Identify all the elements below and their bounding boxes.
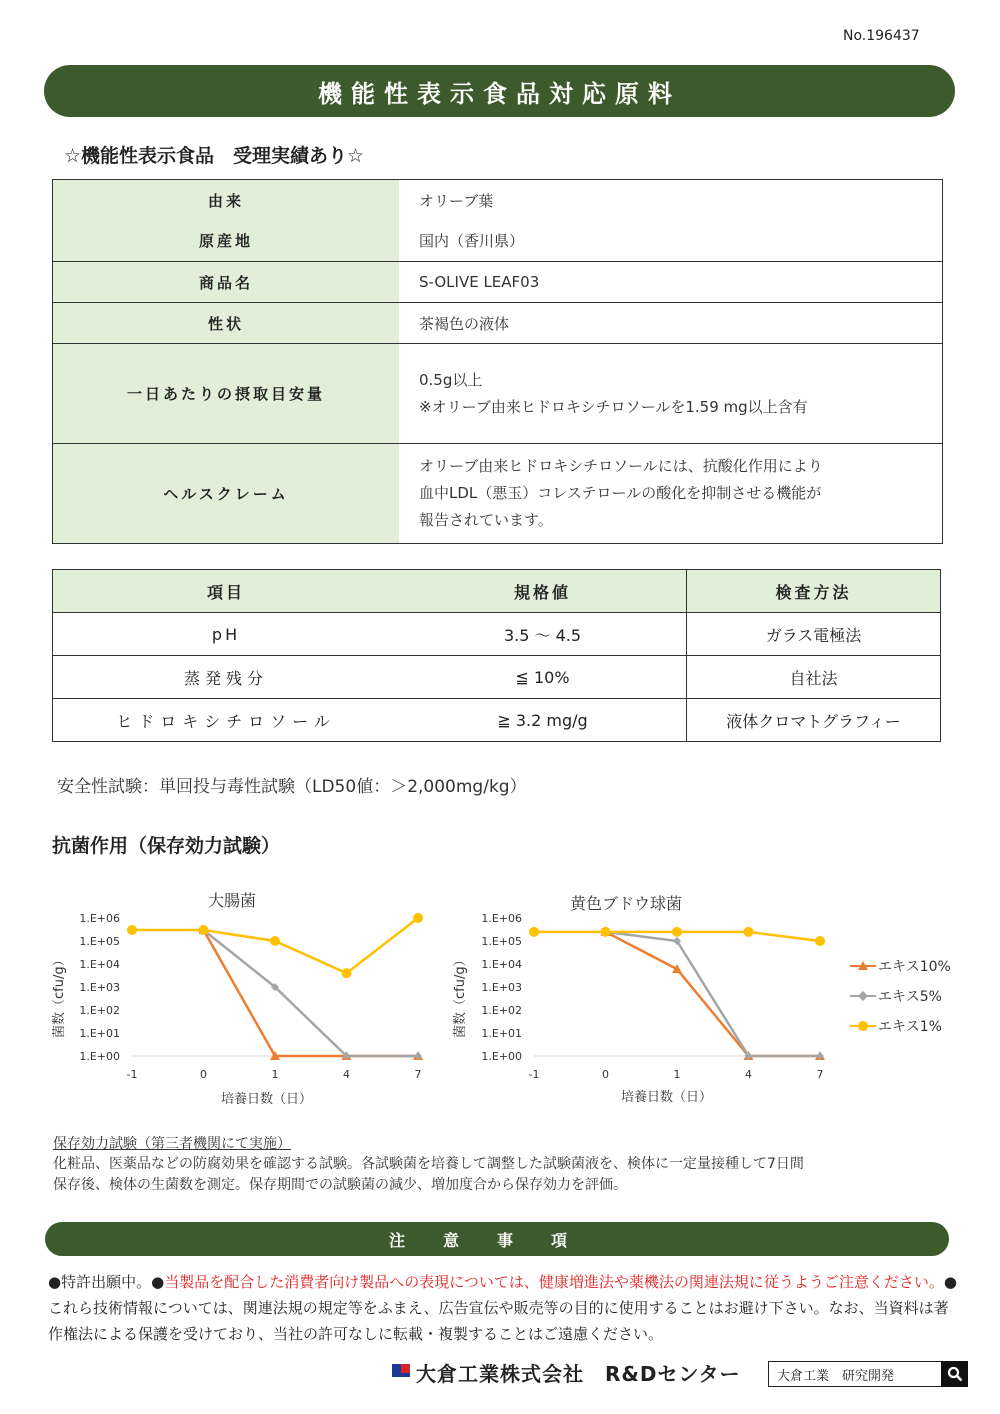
x-tick-label: -1 — [528, 1068, 540, 1081]
place-label: 原産地 — [53, 221, 400, 262]
caution-banner: 注意事項 — [45, 1222, 949, 1256]
search-text: 大倉工業 研究開発 — [777, 1368, 895, 1384]
y-tick-label: 1.E+01 — [481, 1027, 522, 1040]
standards-cell: ガラス電極法 — [687, 613, 941, 656]
x-tick-label: 4 — [745, 1068, 752, 1081]
notice-part2-red: 当製品を配合した消費者向け製品への表現については、健康増進法や薬機法の関連法規に従うようご注意ください。 — [164, 1273, 944, 1291]
x-tick-label: 7 — [414, 1068, 422, 1081]
data-point — [199, 925, 209, 935]
standards-cell: 蒸発残分 — [53, 656, 400, 699]
series-line — [606, 932, 821, 1056]
diamond-marker-icon — [850, 990, 876, 1002]
legend-label: エキス1% — [878, 1019, 942, 1035]
y-tick-label: 1.E+05 — [481, 935, 522, 948]
chart1-ylabel: 菌数（cfu/g） — [52, 953, 67, 1038]
y-tick-label: 1.E+04 — [79, 958, 120, 971]
y-tick-label: 1.E+03 — [79, 981, 120, 994]
data-point — [601, 927, 611, 937]
section-title: 抗菌作用（保存効力試験） — [52, 835, 281, 857]
y-tick-label: 1.E+00 — [481, 1050, 522, 1063]
intake-label: 一日あたりの摂取目安量 — [53, 344, 400, 444]
data-point — [529, 927, 539, 937]
x-tick-label: -1 — [126, 1068, 138, 1081]
standards-cell: 自社法 — [687, 656, 941, 699]
standards-header-method: 検査方法 — [687, 570, 941, 613]
notice-text — [48, 1269, 958, 1347]
chart2-xlabel: 培養日数（日） — [621, 1090, 713, 1105]
standards-table — [52, 569, 941, 742]
note-body-line2: 保存後、検体の生菌数を測定。保存期間での試験菌の減少、増加度合から保存効力を評価。 — [53, 1177, 627, 1193]
legend-label: エキス10% — [878, 959, 951, 975]
standards-cell: 液体クロマトグラフィー — [687, 699, 941, 742]
chart1-plot — [70, 905, 440, 1085]
data-point — [672, 927, 682, 937]
chart1-title: 大腸菌 — [208, 891, 257, 910]
standards-cell: pH — [53, 613, 400, 656]
search-input[interactable] — [768, 1361, 968, 1387]
y-tick-label: 1.E+05 — [79, 935, 120, 948]
intake-value — [399, 344, 943, 444]
note-body — [53, 1154, 953, 1196]
triangle-marker-icon — [850, 960, 876, 972]
chart2-title: 黄色ブドウ球菌 — [570, 894, 683, 913]
standards-cell: ≦ 10% — [399, 656, 687, 699]
series-line — [606, 932, 821, 1056]
footer-company — [392, 1358, 741, 1387]
claim-value-line1: オリーブ由来ヒドロキシチロソールには、抗酸化作用により — [419, 457, 823, 475]
y-tick-label: 1.E+01 — [79, 1027, 120, 1040]
document-number: No.196437 — [843, 28, 920, 44]
series-line — [204, 930, 419, 1056]
claim-value-line3: 報告されています。 — [419, 511, 553, 529]
x-tick-label: 1 — [673, 1068, 681, 1081]
y-tick-label: 1.E+06 — [79, 912, 120, 925]
product-label: 商品名 — [53, 262, 400, 303]
data-point — [127, 925, 137, 935]
product-value: S-OLIVE LEAF03 — [399, 262, 943, 303]
claim-label: ヘルスクレーム — [53, 444, 400, 544]
standards-cell: ヒドロキシチロソール — [53, 699, 400, 742]
standards-header-spec: 規格値 — [399, 570, 687, 613]
claim-value-line2: 血中LDL（悪玉）コレステロールの酸化を抑制させる機能が — [419, 484, 822, 502]
claim-value — [399, 444, 943, 544]
series-line — [204, 930, 419, 1056]
notice-part3: ●これら技術情報については、関連法規の規定等をふまえ、広告宣伝や販売等の目的に使用することはお避け下さい。なお、当資料は著作権法による保護を受けており、当社の許可なしに転載・複製することはご遠慮ください。 — [48, 1273, 957, 1343]
company-name: 大倉工業株式会社 R&Dセンター — [416, 1362, 741, 1386]
subtitle: ☆機能性表示食品 受理実績あり☆ — [64, 145, 365, 167]
company-logo-icon — [392, 1364, 410, 1382]
chart2-plot — [472, 905, 842, 1085]
title-banner: 機能性表示食品対応原料 — [44, 65, 955, 117]
data-point — [413, 913, 423, 923]
legend-item-1 — [850, 1011, 951, 1041]
note-body-line1: 化粧品、医薬品などの防腐効果を確認する試験。各試験菌を培養して調整した試験菌液を、検体に一定量接種して7日間 — [53, 1156, 804, 1172]
standards-cell: 3.5 ～ 4.5 — [399, 613, 687, 656]
x-tick-label: 7 — [816, 1068, 824, 1081]
y-tick-label: 1.E+02 — [481, 1004, 522, 1017]
data-point — [342, 968, 352, 978]
intake-value-line2: ※オリーブ由来ヒドロキシチロソールを1.59 mg以上含有 — [419, 397, 808, 416]
standards-header-item: 項目 — [53, 570, 400, 613]
y-tick-label: 1.E+00 — [79, 1050, 120, 1063]
circle-marker-icon — [850, 1020, 876, 1032]
chart2-ylabel: 菌数（cfu/g） — [453, 953, 468, 1038]
intake-value-line1: 0.5g以上 — [419, 370, 483, 389]
data-point — [744, 927, 754, 937]
legend-item-10 — [850, 951, 951, 981]
y-tick-label: 1.E+03 — [481, 981, 522, 994]
origin-label: 由来 — [53, 180, 400, 221]
data-point — [270, 936, 280, 946]
note-heading: 保存効力試験（第三者機関にて実施） — [53, 1136, 291, 1152]
place-value: 国内（香川県） — [419, 232, 525, 251]
table-row — [53, 613, 941, 656]
x-tick-label: 0 — [602, 1068, 609, 1081]
y-tick-label: 1.E+02 — [79, 1004, 120, 1017]
form-label: 性状 — [53, 303, 400, 344]
legend-label: エキス5% — [878, 989, 942, 1005]
table-row — [53, 699, 941, 742]
table-row — [53, 656, 941, 699]
y-tick-label: 1.E+04 — [481, 958, 522, 971]
x-tick-label: 1 — [271, 1068, 279, 1081]
search-icon — [947, 1366, 963, 1382]
x-tick-label: 4 — [343, 1068, 350, 1081]
origin-value: オリーブ葉 — [419, 191, 494, 210]
safety-test: 安全性試験：単回投与毒性試験（LD50値：＞2,000mg/kg） — [57, 777, 527, 797]
chart-legend — [850, 951, 951, 1041]
standards-cell: ≧ 3.2 mg/g — [399, 699, 687, 742]
notice-part1: ●特許出願中。● — [48, 1273, 165, 1291]
legend-item-5 — [850, 981, 951, 1011]
chart1-xlabel: 培養日数（日） — [221, 1092, 313, 1107]
spec-table — [52, 179, 943, 544]
data-point — [815, 936, 825, 946]
form-value: 茶褐色の液体 — [399, 303, 943, 344]
search-button[interactable] — [941, 1361, 968, 1387]
x-tick-label: 0 — [200, 1068, 207, 1081]
y-tick-label: 1.E+06 — [481, 912, 522, 925]
